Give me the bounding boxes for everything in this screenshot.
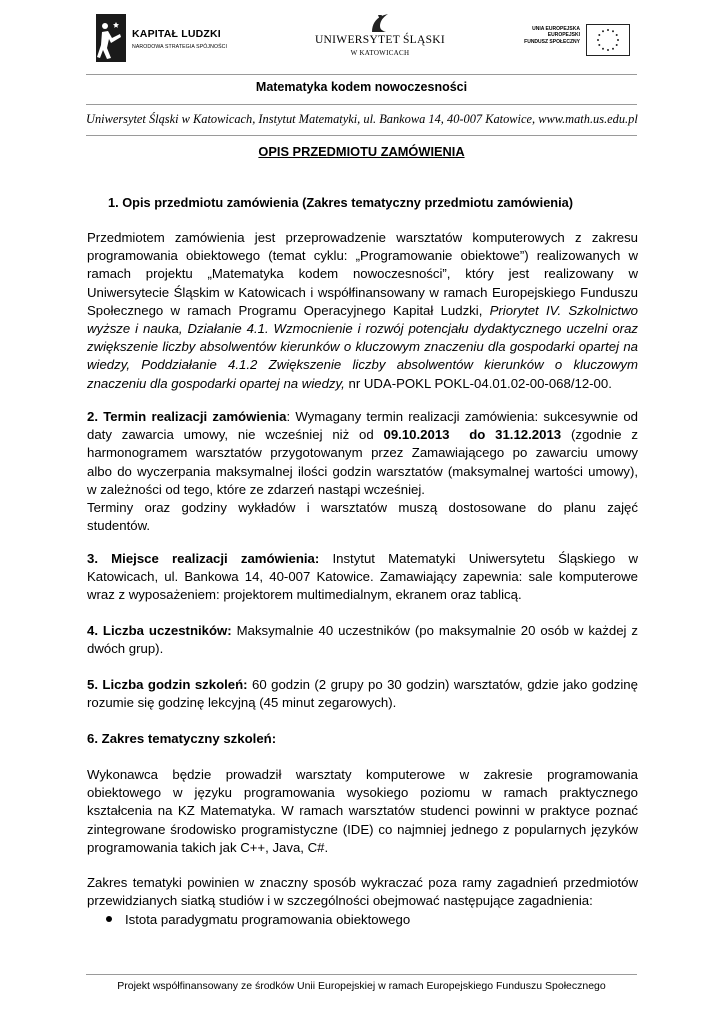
section-6-heading-block [87,730,638,748]
eu-logo-line2: EUROPEJSKI [547,32,580,39]
bullet-icon [106,916,112,922]
section-1-paragraph [87,229,638,393]
text-line: programowania obiektowego (temat cyklu: „Programowanie obiektowe”) realizowanych w [87,248,638,264]
header-divider [86,74,637,75]
text-line: kształcenia na KZ Matematyka. W ramach warsztatów studenci powinni w praktyce poznać [87,803,638,819]
list-item-text: Istota paradygmatu programowania obiektowego [125,912,411,927]
kapital-ludzki-logo [96,14,246,66]
university-emblem-icon [368,12,392,34]
date-to: do 31.12.2013 [469,427,562,443]
text-line: Wykonawca będzie prowadził warsztaty komputerowe w zakresie programowania [87,767,638,782]
section-6-heading: 6. Zakres tematyczny szkoleń: [87,731,277,746]
text-line: rozumie się godzinę lekcyjną (45 minut zegarowych). [87,695,397,711]
text-line: przewidzianych siatką studiów i w szczególności obejmować następujące zagadnienia: [87,893,593,909]
italic-line: wiedzy, Poddziałanie 4.1.2 Zwiększenie liczby absolwentów kierunków o kluczowym [87,357,638,373]
eu-logo [514,24,636,58]
text-line [87,676,638,694]
text-line: wraz z wyposażeniem: projektorem multimedialnym, ekranem oraz tablicą. [87,587,522,603]
header-logos [96,12,636,66]
university-name: UNIWERSYTET ŚLĄSKI [314,34,446,46]
address-divider [86,135,637,136]
italic-line: zwiększenie liczby absolwentów kierunków o kluczowym znaczeniu dla gospodarki opartej na [87,339,638,355]
text-line: zintegrowane środowisko programistyczne (IDE) co najmniej jednego z popularnych języków [87,821,638,837]
text-line [87,302,638,320]
university-city: W KATOWICACH [350,49,410,57]
text-segment: 60 godzin (2 grupy po 30 godzin) warsztatów, gdzie jako godzinę [247,677,638,692]
eu-flag-icon [586,24,630,56]
institute-address: Uniwersytet Śląski w Katowicach, Instytut Matematyki, ul. Bankowa 14, 40-007 Katowice, www.math.us.edu.pl [86,112,638,126]
text-line: harmonogramem warsztatów przygotowanym przez Zamawiającego po zawarciu umowy [87,445,638,461]
text-line [87,426,638,444]
text-line: obiektowego w języku programowania wysokiego poziomu w ramach praktycznego [87,785,638,801]
italic-line: znaczeniu dla gospodarki opartej na wiedzy, [87,375,345,391]
text-line: programowania takich jak C++, Java, C#. [87,839,329,855]
text-line: Uniwersytecie Śląskim w Katowicach i współfinansowany w ramach Europejskiego Funduszu [87,284,638,300]
text-segment: daty zawarcia umowy, nie wcześniej niż od [87,427,374,443]
priority-text: Priorytet IV. Szkolnictwo [489,302,638,318]
text-line [87,730,638,748]
text-line [87,338,638,356]
text-segment: Społecznego w ramach Programu Operacyjnego Kapitał Ludzki, [87,302,483,318]
eu-logo-line3: FUNDUSZ SPOŁECZNY [524,38,580,45]
project-title: Matematyka kodem nowoczesności [255,80,468,94]
section-2-paragraph [87,408,638,535]
uniwersytet-slaski-logo [310,12,450,66]
section-4-label: 4. Liczba uczestników: [87,623,232,638]
text-line [87,550,638,568]
text-line: Zakres tematyki powinien w znaczny sposób wykraczać poza ramy zagadnień przedmiotów [87,875,638,890]
kapital-ludzki-subtitle: NARODOWA STRATEGIA SPÓJNOŚCI [132,44,228,50]
text-segment: Maksymalnie 40 uczestników (po maksymalnie 20 osób w każdej z [231,623,638,638]
text-line: Terminy oraz godziny wykładów i warsztatów muszą dostosowane do planu zajęć [87,499,638,515]
text-line: ramach projektu „Matematyka kodem nowoczesności”, który jest realizowany w [87,266,638,282]
section-6-paragraph-2 [87,874,638,910]
text-line [87,320,638,338]
section-5-label: 5. Liczba godzin szkoleń: [87,677,248,692]
text-line [87,408,638,426]
italic-line: wyższe i nauka, Działanie 4.1. Wzmocnienie i rozwój potencjału dydaktycznego uczelni oraz [87,320,638,336]
footer-divider [86,974,637,975]
text-line [87,622,638,640]
section-1-heading: 1. Opis przedmiotu zamówienia (Zakres tematyczny przedmiotu zamówienia) [108,195,574,210]
text-segment: Instytut Matematyki Uniwersytetu Śląskiego w [319,551,638,566]
project-number: nr UDA-POKL POKL-04.01.02-00-068/12-00. [348,375,612,391]
list-item [106,911,410,929]
text-line [87,375,638,393]
text-line [87,356,638,374]
text-line: dwóch grup). [87,641,164,657]
document-title: OPIS PRZEDMIOTU ZAMÓWIENIA [258,144,465,159]
section-4-paragraph [87,622,638,658]
title-divider [86,104,637,105]
kapital-ludzki-title: KAPITAŁ LUDZKI [132,28,221,40]
date-from: 09.10.2013 [383,427,450,443]
text-segment: (zgodnie z [570,427,638,443]
section-6-paragraph-1 [87,766,638,857]
section-3-paragraph [87,550,638,605]
section-2-label: 2. Termin realizacji zamówienia [87,409,287,424]
eu-logo-line1: UNIA EUROPEJSKA [532,26,580,32]
text-line: w zależności od tego, które ze zdarzeń nastąpi wcześniej. [87,481,425,497]
eu-logo-text [514,26,580,45]
text-line: studentów. [87,518,151,534]
section-3-label: 3. Miejsce realizacji zamówienia: [87,551,320,566]
text-line: Przedmiotem zamówienia jest przeprowadzenie warsztatów komputerowych z zakresu [87,230,638,245]
kapital-ludzki-emblem-icon [96,14,126,62]
section-5-paragraph [87,676,638,712]
footer-text: Projekt współfinansowany ze środków Unii Europejskiej w ramach Europejskiego Funduszu Społecznego [117,980,606,992]
text-segment: : Wymagany termin realizacji zamówienia: sukcesywnie od [286,409,639,424]
text-line: albo do wyczerpania maksymalnej ilości godzin warsztatów (maksymalnej wartości umowy), [87,463,638,479]
text-line: Katowicach, ul. Bankowa 14, 40-007 Katowice. Zamawiający zapewnia: sale komputerowe [87,569,638,585]
